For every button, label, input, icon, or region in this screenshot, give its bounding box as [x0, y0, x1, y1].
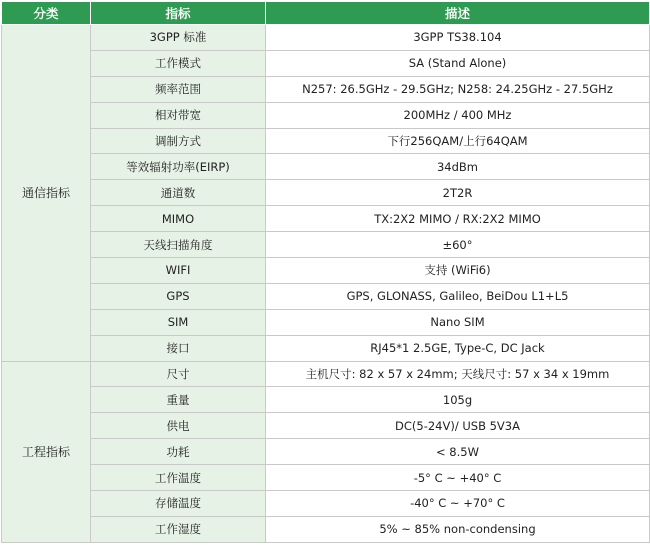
description-cell: DC(5-24V)/ USB 5V3A [266, 413, 650, 439]
indicator-cell: 接口 [91, 335, 266, 361]
indicator-cell: 等效辐射功率(EIRP) [91, 154, 266, 180]
table-row [2, 25, 650, 51]
indicator-cell: 工作模式 [91, 50, 266, 76]
description-cell: 105g [266, 387, 650, 413]
table-row [2, 258, 650, 284]
description-cell: RJ45*1 2.5GE, Type-C, DC Jack [266, 335, 650, 361]
indicator-cell: 通道数 [91, 180, 266, 206]
table-row [2, 335, 650, 361]
description-cell: 主机尺寸: 82 x 57 x 24mm; 天线尺寸: 57 x 34 x 19mm [266, 361, 650, 387]
header-indicator: 指标 [91, 2, 266, 25]
indicator-cell: 功耗 [91, 439, 266, 465]
table-row [2, 439, 650, 465]
description-cell: SA (Stand Alone) [266, 50, 650, 76]
table-header-row [2, 2, 650, 25]
indicator-cell: 重量 [91, 387, 266, 413]
indicator-cell: MIMO [91, 206, 266, 232]
header-description: 描述 [266, 2, 650, 25]
table-row [2, 50, 650, 76]
description-cell: 下行256QAM/上行64QAM [266, 128, 650, 154]
indicator-cell: 存储温度 [91, 491, 266, 517]
description-cell: 2T2R [266, 180, 650, 206]
table-row [2, 516, 650, 542]
table-row [2, 206, 650, 232]
description-cell: TX:2X2 MIMO / RX:2X2 MIMO [266, 206, 650, 232]
header-category: 分类 [2, 2, 91, 25]
description-cell: N257: 26.5GHz - 29.5GHz; N258: 24.25GHz - 27.5GHz [266, 76, 650, 102]
table-row [2, 283, 650, 309]
description-cell: -5° C ~ +40° C [266, 465, 650, 491]
description-cell: 支持 (WiFi6) [266, 258, 650, 284]
indicator-cell: 调制方式 [91, 128, 266, 154]
table-row [2, 465, 650, 491]
table-row [2, 76, 650, 102]
indicator-cell: 3GPP 标准 [91, 25, 266, 51]
table-row [2, 413, 650, 439]
indicator-cell: 尺寸 [91, 361, 266, 387]
indicator-cell: 供电 [91, 413, 266, 439]
table-row [2, 387, 650, 413]
indicator-cell: 相对带宽 [91, 102, 266, 128]
description-cell: -40° C ~ +70° C [266, 491, 650, 517]
indicator-cell: GPS [91, 283, 266, 309]
table-row [2, 128, 650, 154]
indicator-cell: SIM [91, 309, 266, 335]
table-row [2, 232, 650, 258]
category-cell-engineering: 工程指标 [2, 361, 91, 542]
indicator-cell: 频率范围 [91, 76, 266, 102]
indicator-cell: 天线扫描角度 [91, 232, 266, 258]
table-row [2, 491, 650, 517]
description-cell: < 8.5W [266, 439, 650, 465]
table-row [2, 180, 650, 206]
description-cell: Nano SIM [266, 309, 650, 335]
spec-table [1, 1, 650, 543]
table-row [2, 361, 650, 387]
table-row [2, 309, 650, 335]
indicator-cell: 工作湿度 [91, 516, 266, 542]
description-cell: 5% ~ 85% non-condensing [266, 516, 650, 542]
description-cell: GPS, GLONASS, Galileo, BeiDou L1+L5 [266, 283, 650, 309]
category-cell-communication: 通信指标 [2, 25, 91, 362]
description-cell: ±60° [266, 232, 650, 258]
description-cell: 200MHz / 400 MHz [266, 102, 650, 128]
description-cell: 34dBm [266, 154, 650, 180]
table-row [2, 154, 650, 180]
table-row [2, 102, 650, 128]
indicator-cell: WIFI [91, 258, 266, 284]
indicator-cell: 工作温度 [91, 465, 266, 491]
description-cell: 3GPP TS38.104 [266, 25, 650, 51]
